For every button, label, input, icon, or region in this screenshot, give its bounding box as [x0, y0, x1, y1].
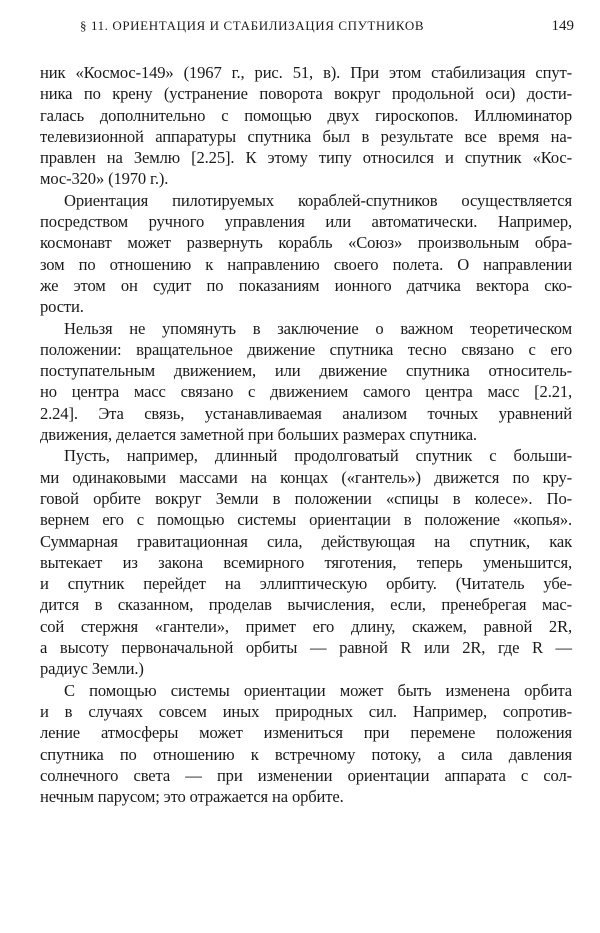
text-line: космонавт может развернуть корабль «Союз» произвольным обра- — [40, 233, 572, 253]
text-line: вытекает из закона всемирного тяготения, теперь уменьшится, — [40, 552, 572, 572]
text-line: рости. — [40, 297, 84, 317]
text-line: С помощью системы ориентации может быть изменена орбита — [64, 680, 572, 700]
text-line: же этом он судит по показаниям ионного датчика вектора ско- — [40, 275, 572, 295]
paragraph-4 — [40, 445, 572, 679]
text-line: но центра масс связано с движением самого центра масс [2.21, — [40, 382, 572, 402]
page-number: 149 — [551, 18, 574, 34]
paragraph-1 — [40, 62, 572, 190]
text-line: Ориентация пилотируемых кораблей-спутников осуществляется — [64, 190, 572, 210]
text-line: нечным парусом; это отражается на орбите. — [40, 787, 344, 807]
text-line: мос-320» (1970 г.). — [40, 169, 169, 189]
text-line: ник «Космос-149» (1967 г., рис. 51, в). При этом стабилизация спут- — [40, 63, 572, 82]
running-head — [40, 18, 574, 42]
text-line: правлен на Землю [2.25]. К этому типу относился и спутник «Кос- — [40, 148, 572, 168]
text-line: спутника по отношению к встречному потоку, а сила давления — [40, 744, 572, 764]
text-line: ми одинаковыми массами на концах («гантель») движется по кру- — [40, 467, 572, 487]
text-line: 2.24]. Эта связь, устанавливаемая анализом точных уравнений — [40, 403, 572, 423]
text-line: сой стержня «гантели», примет его длину, скажем, равной 2R, — [40, 616, 572, 636]
text-line: галась дополнительно с помощью двух гироскопов. Иллюминатор — [40, 105, 572, 125]
text-line: и спутник перейдет на эллиптическую орбиту. (Читатель убе- — [40, 574, 572, 594]
paragraph-3 — [40, 318, 572, 446]
text-line: ника по крену (устранение поворота вокруг продольной оси) дости- — [40, 84, 572, 104]
text-line: движения, делается заметной при больших размерах спутника. — [40, 425, 477, 445]
body-text — [40, 62, 572, 807]
text-line: дится в сказанном, проделав вычисления, если, пренебрегая мас- — [40, 595, 572, 615]
text-line: поступательным движением, или движение спутника относитель- — [40, 361, 572, 381]
text-line: вернем его с помощью системы ориентации в положение «копья». — [40, 510, 572, 530]
text-line: Пусть, например, длинный продолговатый спутник с больши- — [64, 446, 572, 466]
paragraph-5 — [40, 680, 572, 808]
section-title: § 11. ОРИЕНТАЦИЯ И СТАБИЛИЗАЦИЯ СПУТНИКОВ — [80, 18, 425, 33]
text-line: радиус Земли.) — [40, 659, 144, 679]
text-line: и в случаях совсем иных природных сил. Например, сопротив- — [40, 701, 572, 721]
paragraph-2 — [40, 190, 572, 318]
text-line: а высоту первоначальной орбиты — равной R или 2R, где R — — [40, 638, 572, 658]
text-line: посредством ручного управления или автоматически. Например, — [40, 212, 572, 232]
text-line: говой орбите вокруг Земли в положении «спицы в колесе». По- — [40, 488, 572, 508]
text-line: Суммарная гравитационная сила, действующая на спутник, как — [40, 531, 572, 551]
text-line: солнечного света — при изменении ориентации аппарата с сол- — [40, 765, 572, 785]
text-line: Нельзя не упомянуть в заключение о важном теоретическом — [64, 318, 572, 338]
text-line: ление атмосферы может измениться при перемене положения — [40, 723, 572, 743]
text-line: положении: вращательное движение спутника тесно связано с его — [40, 339, 572, 359]
text-line: телевизионной аппаратуры спутника был в результате все время на- — [40, 126, 572, 146]
text-line: зом по отношению к направлению своего полета. О направлении — [40, 254, 572, 274]
